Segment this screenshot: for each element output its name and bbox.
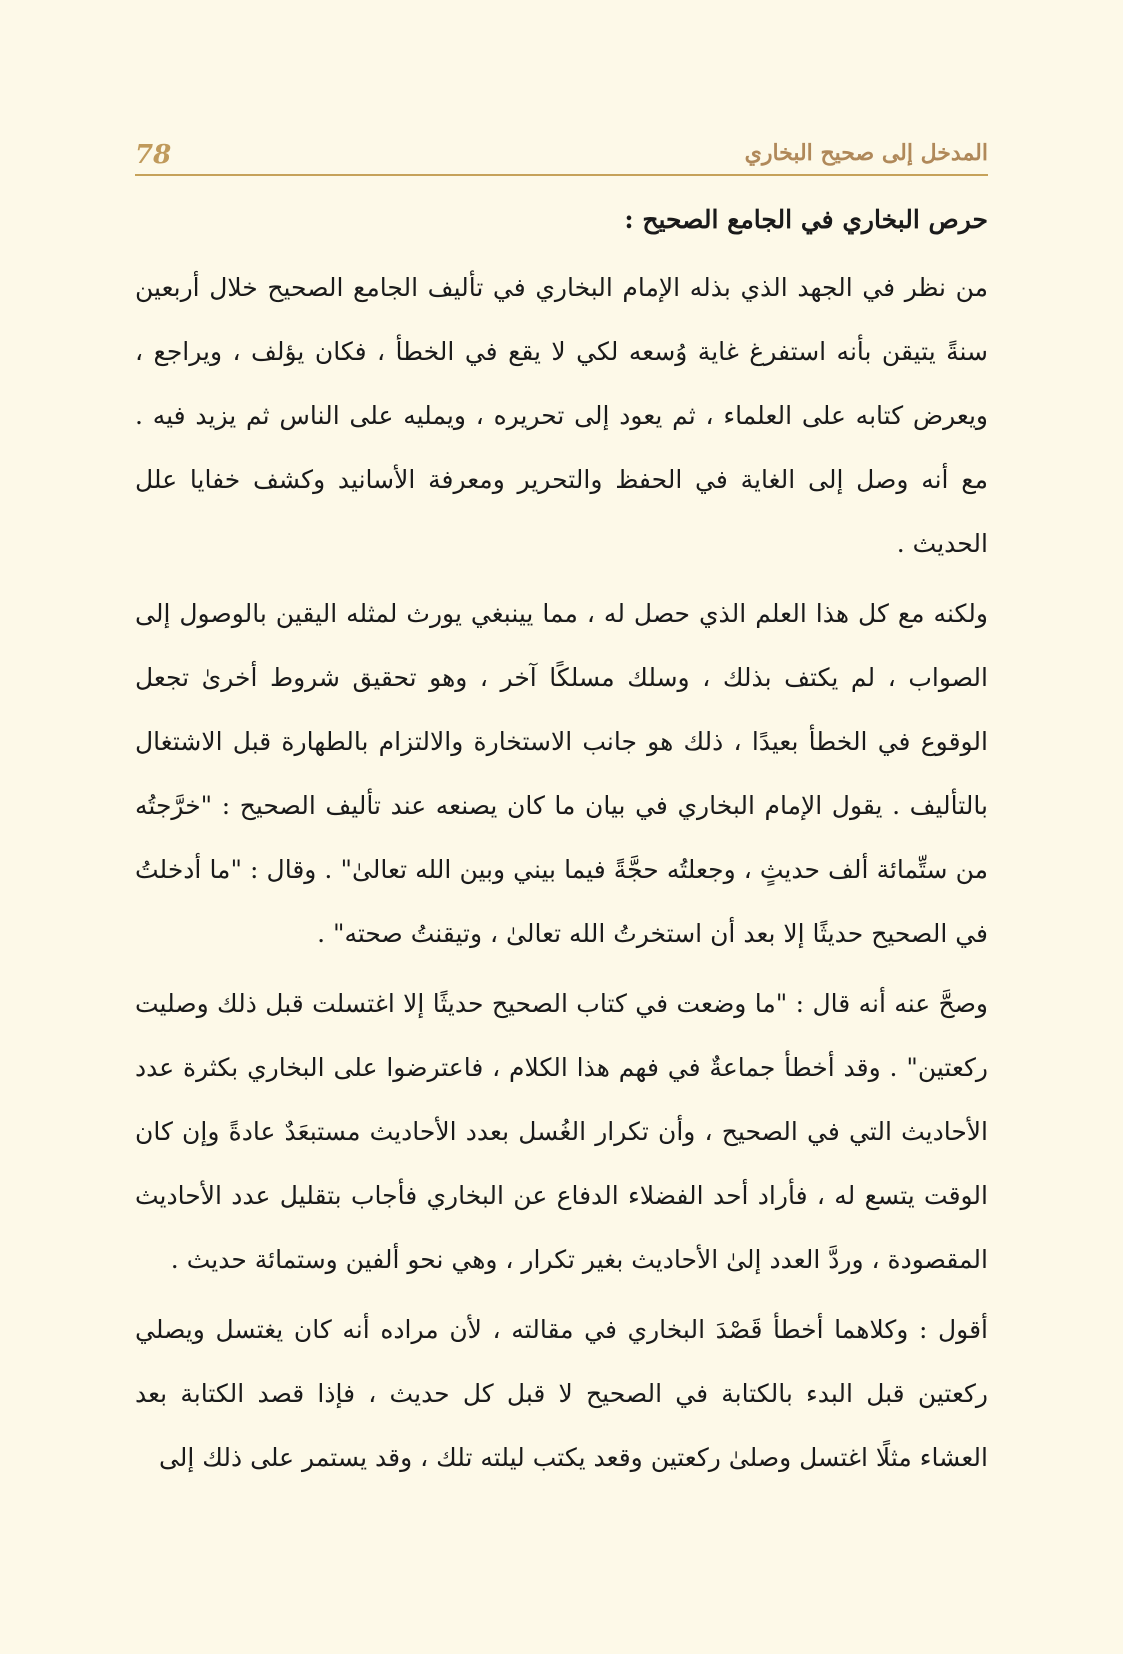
paragraph-4: أقول : وكلاهما أخطأ قَصْدَ البخاري في مقالته ، لأن مراده أنه كان يغتسل ويصلي ركعتين قبل البدء بالكتابة في الصحيح لا قبل كل حديث ، فإذا قصد الكتابة بعد العشاء مثلًا اغتسل وصلىٰ ركعتين وقعد يكتب ليلته تلك ، وقد يستمر على ذلك إلى: [135, 1315, 989, 1472]
section-heading: حرص البخاري في الجامع الصحيح :: [624, 205, 988, 234]
paragraph-3: وصحَّ عنه أنه قال : "ما وضعت في كتاب الصحيح حديثًا إلا اغتسلت قبل ذلك وصليت ركعتين" . وقد أخطأ جماعةٌ في فهم هذا الكلام ، فاعترضوا على البخاري بكثرة عدد الأحاديث التي في الصحيح ، وأن تكرار الغُسل بعدد الأحاديث مستبعَدٌ عادةً وإن كان الوقت يتسع له ، فأراد أحد الفضلاء الدفاع عن البخاري فأجاب بتقليل عدد الأحاديث المقصودة ، وردَّ العدد إلىٰ الأحاديث بغير تكرار ، وهي نحو ألفين وستمائة حديث .: [135, 989, 988, 1274]
page-header: [135, 128, 988, 176]
page-number: 78: [135, 140, 172, 170]
paragraph-1: من نظر في الجهد الذي بذله الإمام البخاري في تأليف الجامع الصحيح خلال أربعين سنةً يتيقن بأنه استفرغ غاية وُسعه لكي لا يقع في الخطأ ، فكان يؤلف ، ويراجع ، ويعرض كتابه على العلماء ، ثم يعود إلى تحريره ، ويمليه على الناس ثم يزيد فيه . مع أنه وصل إلى الغاية في الحفظ والتحرير ومعرفة الأسانيد وكشف خفايا علل الحديث .: [135, 273, 988, 558]
running-title: المدخل إلى صحيح البخاري: [744, 140, 988, 166]
paragraph-2: ولكنه مع كل هذا العلم الذي حصل له ، مما يينبغي يورث لمثله اليقين بالوصول إلى الصواب ، لم يكتف بذلك ، وسلك مسلكًا آخر ، وهو تحقيق شروط أخرىٰ تجعل الوقوع في الخطأ بعيدًا ، ذلك هو جانب الاستخارة والالتزام بالطهارة قبل الاشتغال بالتأليف . يقول الإمام البخاري في بيان ما كان يصنعه عند تأليف الصحيح : "خرَّجتُه من ستِّمائة ألف حديثٍ ، وجعلتُه حجَّةً فيما بيني وبين الله تعالىٰ" . وقال : "ما أدخلتُ في الصحيح حديثًا إلا بعد أن استخرتُ الله تعالىٰ ، وتيقنتُ صحته" .: [135, 599, 988, 948]
document-page: [135, 128, 988, 1496]
